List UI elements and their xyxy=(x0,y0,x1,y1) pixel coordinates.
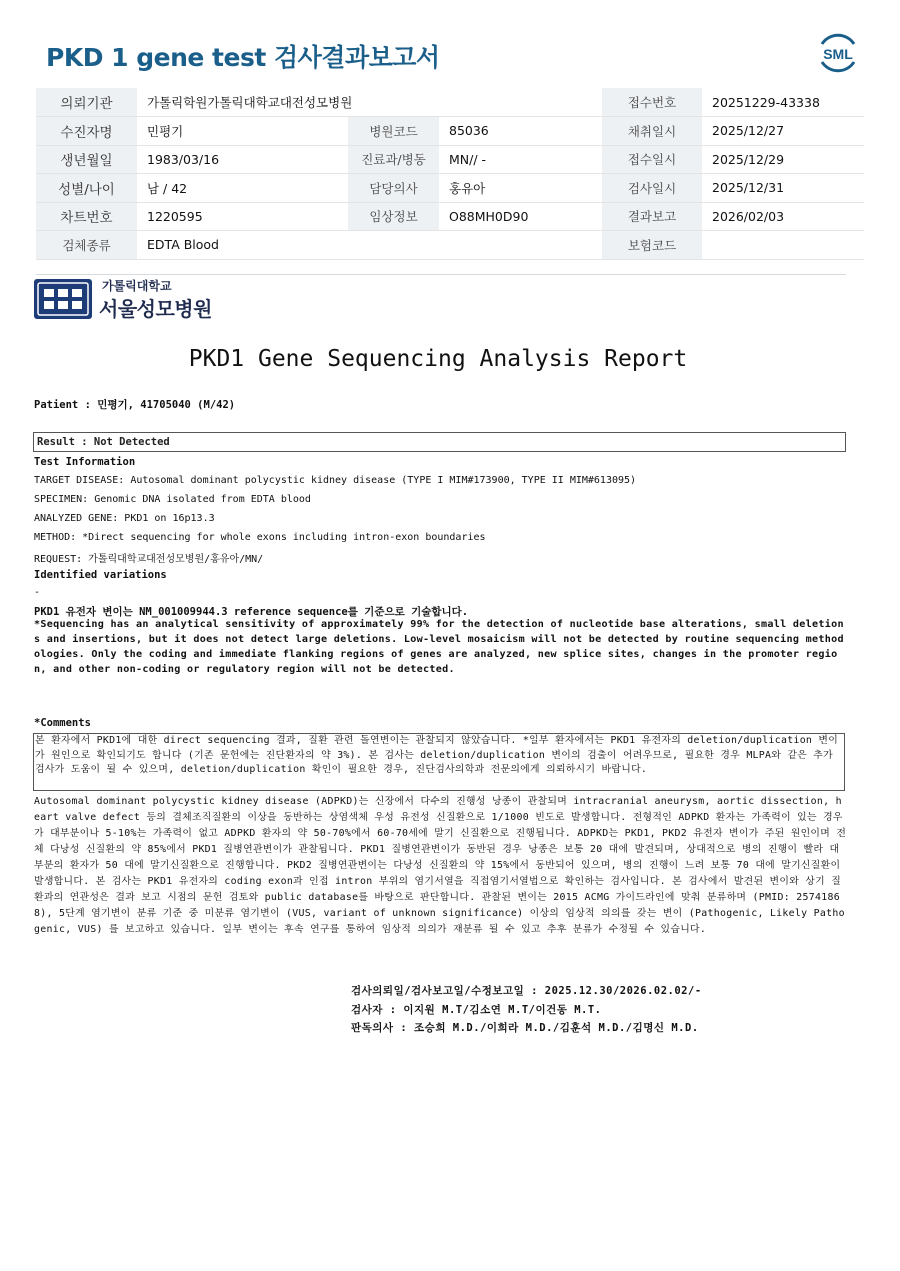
table-row xyxy=(36,231,864,260)
testers: 검사자 : 이지원 M.T/김소연 M.T/이건동 M.T. xyxy=(351,1004,602,1016)
page-title: PKD 1 gene test 검사결과보고서 xyxy=(46,43,440,72)
reference-line: PKD1 유전자 변이는 NM_001009944.3 reference sequence를 기준으로 기술합니다. xyxy=(34,606,469,618)
catholic-university-emblem-icon xyxy=(32,277,94,321)
identified-variations-value: - xyxy=(34,587,41,598)
value-cell: 2025/12/29 xyxy=(702,145,864,174)
label-cell: 접수일시 xyxy=(602,145,702,174)
value-cell: 1220595 xyxy=(137,202,348,231)
table-row xyxy=(36,88,864,117)
value-cell: 85036 xyxy=(439,117,602,146)
table-row xyxy=(36,117,864,146)
label-cell: 담당의사 xyxy=(348,174,439,203)
value-cell: 홍유아 xyxy=(439,174,602,203)
value-cell: 2025/12/31 xyxy=(702,174,864,203)
comment-box xyxy=(33,733,845,791)
label-cell: 결과보고 xyxy=(602,202,702,231)
value-cell: 2026/02/03 xyxy=(702,202,864,231)
result-box xyxy=(33,432,846,452)
value-cell: MN// - xyxy=(439,145,602,174)
label-cell: 임상정보 xyxy=(348,202,439,231)
label-cell: 생년월일 xyxy=(36,145,137,174)
sensitivity-note: *Sequencing has an analytical sensitivity of approximately 99% for the detection of nucleotide base alterations, small deletions and insertions, but it does not detect large deletions. Low-level mosaicism will not be detected by routine sequencing methodologies. Only the coding and immediate flanking regions of genes are analyzed, new splice sites, changes in the promoter region, and other non-coding or regulatory region will not be detected. xyxy=(34,619,844,675)
label-cell: 차트번호 xyxy=(36,202,137,231)
value-cell: 1983/03/16 xyxy=(137,145,348,174)
target-disease: TARGET DISEASE: Autosomal dominant polycystic kidney disease (TYPE I MIM#173900, TYPE II MIM#613095) xyxy=(34,475,637,486)
analyzed-gene: ANALYZED GENE: PKD1 on 16p13.3 xyxy=(34,513,215,524)
hospital-university-name: 가톨릭대학교 xyxy=(102,279,172,293)
sml-logo-icon xyxy=(814,30,862,76)
label-cell: 진료과/병동 xyxy=(348,145,439,174)
label-cell: 검체종류 xyxy=(36,231,137,260)
identified-variations-heading: Identified variations xyxy=(34,569,167,581)
label-cell: 병원코드 xyxy=(348,117,439,146)
value-cell: 가톨릭학원가톨릭대학교대전성모병원 xyxy=(137,88,602,117)
specimen: SPECIMEN: Genomic DNA isolated from EDTA blood xyxy=(34,494,311,505)
label-cell: 수진자명 xyxy=(36,117,137,146)
label-cell: 의뢰기관 xyxy=(36,88,137,117)
patient-line: Patient : 민평기, 41705040 (M/42) xyxy=(34,399,236,411)
label-cell: 성별/나이 xyxy=(36,174,137,203)
value-cell: O88MH0D90 xyxy=(439,202,602,231)
value-cell: EDTA Blood xyxy=(137,231,602,260)
comments-heading: *Comments xyxy=(34,717,91,729)
label-cell: 채취일시 xyxy=(602,117,702,146)
divider xyxy=(36,274,846,275)
result-text: Result : Not Detected xyxy=(37,436,170,448)
report-title: PKD1 Gene Sequencing Analysis Report xyxy=(188,346,688,372)
label-cell: 접수번호 xyxy=(602,88,702,117)
patient-info-table xyxy=(36,88,864,260)
request: REQUEST: 가톨릭대학교대전성모병원/홍유아/MN/ xyxy=(34,554,264,565)
value-cell: 20251229-43338 xyxy=(702,88,864,117)
readers: 판독의사 : 조승희 M.D./이희라 M.D./김훈석 M.D./김명신 M.D. xyxy=(351,1022,699,1034)
table-row xyxy=(36,145,864,174)
value-cell: 민평기 xyxy=(137,117,348,146)
table-row xyxy=(36,202,864,231)
table-row xyxy=(36,174,864,203)
value-cell: 2025/12/27 xyxy=(702,117,864,146)
test-info-heading: Test Information xyxy=(34,456,136,468)
value-cell xyxy=(702,231,864,260)
hospital-name: 서울성모병원 xyxy=(99,297,212,321)
sml-logo-text: SML xyxy=(823,46,853,62)
label-cell: 보험코드 xyxy=(602,231,702,260)
value-cell: 남 / 42 xyxy=(137,174,348,203)
comment-box-text: 본 환자에서 PKD1에 대한 direct sequencing 결과, 질환 관련 돌연변이는 관찰되지 않았습니다. *일부 환자에서는 PKD1 유전자의 deletion/duplication 변이가 원인으로 확인되기도 합니다 (기존 문헌에는 진단환자의 약 3%). 본 검사는 deletion/duplication 변이의 검출이 어려우므로, 필요한 경우 MLPA와 같은 추가 검사가 도움이 될 수 있으며, deletion/duplication 확인이 필요한 경우, 진단검사의학과 전문의에게 의뢰하시기 바랍니다. xyxy=(35,735,839,775)
label-cell: 검사일시 xyxy=(602,174,702,203)
comment-body: Autosomal dominant polycystic kidney disease (ADPKD)는 신장에서 다수의 진행성 낭종이 관찰되며 intracranial aneurysm, aortic dissection, heart valve defect 등의 결체조직질환의 이상을 동반하는 상염색체 우성 유전성 신질환으로 1/1000 빈도로 발생합니다. 전형적인 ADPKD 환자는 가족력이 있는 경우가 대부분이나 5-10%는 가족력이 없고 ADPKD 환자의 약 50-70%에서 60-70세에 말기 신질환으로 진행됩니다. ADPKD는 PKD1, PKD2 유전자 변이가 주된 원인이며 전체 다낭성 신질환의 약 85%에서 PKD1 질병연관변이가 관찰됩니다. PKD1 질병연관변이가 동반된 경우 낭종은 보통 20 대에 발견되며, 상대적으로 병의 진행이 빨라 대부분의 환자가 50 대에 말기신질환으로 진행합니다. PKD2 질병연관변이는 다낭성 신질환의 약 15%에서 동반되어 있으며, 병의 진행이 느려 보통 70 대에 말기신질환이 발생합니다. 본 검사는 PKD1 유전자의 coding exon과 인접 intron 부위의 염기서열을 직접염기서열법으로 확인하는 검사입니다. 본 검사에서 발견된 변이와 상기 질환과의 연관성은 결과 보고 시점의 문헌 검토와 public database를 바탕으로 판단합니다. 관찰된 변이는 2015 ACMG 가이드라인에 맞춰 분류하며 (PMID: 25741868), 5단계 염기변이 분류 기준 중 미분류 염기변이 (VUS, variant of unknown significance) 이상의 임상적 의의를 갖는 변이 (Pathogenic, Likely Pathogenic, VUS) 를 보고하고 있습니다. 일부 변이는 후속 연구를 통하여 임상적 의의가 재분류 될 수 있고 추후 분류가 수정될 수 있습니다. xyxy=(34,796,847,935)
report-dates: 검사의뢰일/검사보고일/수정보고일 : 2025.12.30/2026.02.02/- xyxy=(351,985,702,997)
method: METHOD: *Direct sequencing for whole exons including intron-exon boundaries xyxy=(34,532,486,543)
